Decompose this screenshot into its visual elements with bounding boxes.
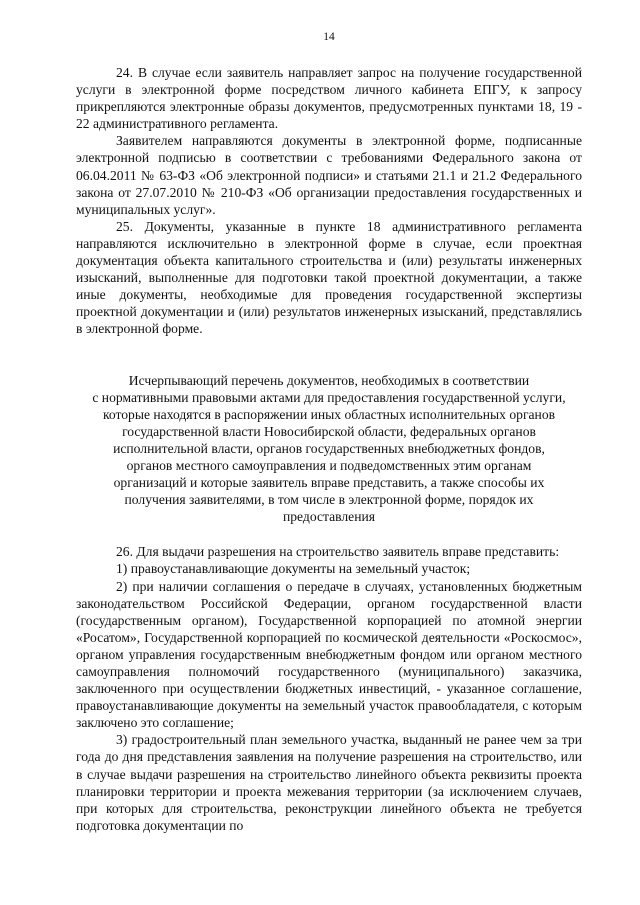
list-item-3: 3) градостроительный план земельного участка, выданный не ранее чем за три года до дня представления заявления на получение разрешения на строительство, или в случае выдачи разрешения на строительство линейного объекта реквизиты проекта планировки территории и проекта межевания территории (за исключением случаев, при которых для строительства, реконструкции линейного объекта не требуется подготовка документации по: [76, 732, 582, 833]
list-item-1: 1) правоустанавливающие документы на земельный участок;: [116, 561, 471, 577]
heading-line: которые находятся в распоряжении иных областных исполнительных органов: [102, 406, 556, 422]
paragraph-26: 26. Для выдачи разрешения на строительство заявитель вправе представить:: [116, 544, 560, 560]
heading-line: органов местного самоуправления и подведомственных этим органам: [126, 457, 532, 473]
paragraph-25: 25. Документы, указанные в пункте 18 административного регламента направляются исключительно в электронной форме в случае, если проектная документация объекта капитального строительства и (или) результаты инженерных изысканий, выполненные для подготовки такой проектной документации, а также иные документы, необходимые для проведения государственной экспертизы проектной документации и (или) результатов инженерных изысканий, представлялись в электронной форме.: [76, 218, 582, 337]
document-page: [76, 30, 582, 834]
heading-line: исполнительной власти, органов государственных внебюджетных фондов,: [113, 440, 545, 456]
heading-line: государственной власти Новосибирской области, федеральных органов: [122, 423, 536, 439]
section-spacer: [76, 525, 582, 543]
heading-line: организаций и которые заявитель вправе представить, а также способы их: [113, 475, 545, 491]
paragraph-24: 24. В случае если заявитель направляет запрос на получение государственной услуги в электронной форме посредством личного кабинета ЕПГУ, к запросу прикрепляются электронные образы документов, предусмотренных пунктами 18, 19 - 22 административного регламента.: [76, 65, 582, 132]
heading-line: предоставления: [282, 509, 375, 525]
list-item-2: 2) при наличии соглашения о передаче в случаях, установленных бюджетным законодательством Российской Федерации, органом государственной власти (государственным органом), Государственной корпорацией по атомной энергии «Росатом», Государственной корпорацией по космической деятельности «Роскосмос», органом управления государственным внебюджетным фондом или органом местного самоуправления полномочий государственного (муниципального) заказчика, заключенного при осуществлении бюджетных инвестиций, - указанное соглашение, правоустанавливающие документы на земельный участок правообладателя, с которым заключено это соглашение;: [76, 578, 582, 731]
section-heading: [76, 372, 582, 526]
heading-line: Исчерпывающий перечень документов, необходимых в соответствии: [128, 372, 530, 388]
paragraph-electronic-signature: Заявителем направляются документы в электронной форме, подписанные электронной подписью в соответствии с требованиями Федерального закона от 06.04.2011 № 63-ФЗ «Об электронной подписи» и статьями 21.1 и 21.2 Федерального закона от 27.07.2010 № 210-ФЗ «Об организации предоставления государственных и муниципальных услуг».: [76, 133, 582, 217]
page-number: 14: [323, 31, 335, 43]
heading-line: получения заявителями, в том числе в электронной форме, порядок их: [124, 492, 534, 508]
heading-line: с нормативными правовыми актами для предоставления государственной услуги,: [92, 389, 566, 405]
section-spacer: [76, 338, 582, 372]
